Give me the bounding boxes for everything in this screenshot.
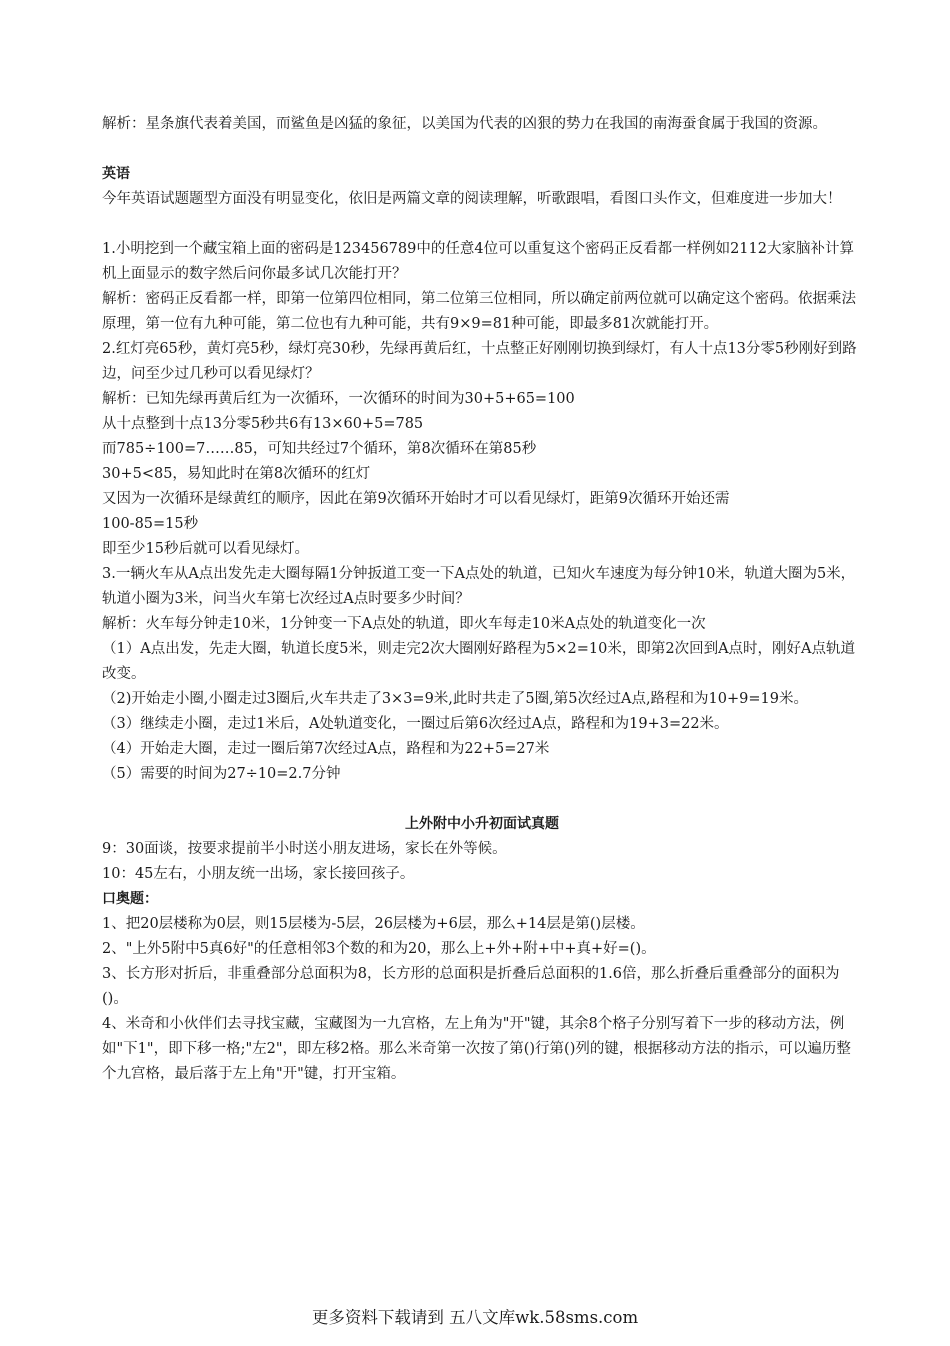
problem-line: 1.小明挖到一个藏宝箱上面的密码是123456789中的任意4位可以重复这个密码正反看都一样例如2112大家脑补计算机上面显示的数字然后问你最多试几次能打开？ (102, 241, 854, 282)
problem-line: 解析：已知先绿再黄后红为一次循环，一次循环的时间为30+5+65=100 (102, 391, 575, 407)
interview-title: 上外附中小升初面试真题 (405, 816, 559, 832)
intro-analysis: 解析：星条旗代表着美国，而鲨鱼是凶猛的象征，以美国为代表的凶狠的势力在我国的南海蚕食属于我国的资源。 (102, 116, 827, 132)
oral-question: 1、把20层楼称为0层，则15层楼为-5层，26层楼为+6层，那么+14层是第()层楼。 (102, 916, 645, 932)
schedule-line: 9：30面谈，按要求提前半小时送小朋友进场，家长在外等候。 (102, 841, 507, 857)
problem-line: 即至少15秒后就可以看见绿灯。 (102, 541, 309, 557)
problem-line: 3.一辆火车从A点出发先走大圈每隔1分钟扳道工变一下A点处的轨道，已知火车速度为每分钟10米，轨道大圈为5米，轨道小圈为3米，问当火车第七次经过A点时要多少时间？ (102, 566, 856, 607)
oral-question: 2、"上外5附中5真6好"的任意相邻3个数的和为20，那么上+外+附+中+真+好=()。 (102, 941, 656, 957)
problem-line: （4）开始走大圈，走过一圈后第7次经过A点，路程和为22+5=27米 (102, 741, 550, 757)
problem-line: 30+5<85，易知此时在第8次循环的红灯 (102, 466, 371, 482)
problem-line: （2)开始走小圈,小圈走过3圈后,火车共走了3×3=9米,此时共走了5圈,第5次经过A点,路程和为10+9=19米。 (102, 691, 808, 707)
oral-heading: 口奥题： (102, 891, 158, 907)
problem-line: 解析：火车每分钟走10米，1分钟变一下A点处的轨道，即火车每走10米A点处的轨道变化一次 (102, 616, 706, 632)
document-body (102, 112, 862, 1087)
schedule-line: 10：45左右，小朋友统一出场，家长接回孩子。 (102, 866, 415, 882)
problem-line: 从十点整到十点13分零5秒共6有13×60+5=785 (102, 416, 424, 432)
problem-line: 又因为一次循环是绿黄红的顺序，因此在第9次循环开始时才可以看见绿灯，距第9次循环开始还需 (102, 491, 730, 507)
english-heading: 英语 (102, 166, 130, 182)
problem-line: （1）A点出发，先走大圈，轨道长度5米，则走完2次大圈刚好路程为5×2=10米，即第2次回到A点时，刚好A点轨道改变。 (102, 641, 856, 682)
problem-line: 而785÷100=7……85，可知共经过7个循环，第8次循环在第85秒 (102, 441, 537, 457)
footer-download-link[interactable]: 更多资料下载请到 五八文库wk.58sms.com (311, 1308, 639, 1327)
english-summary: 今年英语试题题型方面没有明显变化，依旧是两篇文章的阅读理解，听歌跟唱，看图口头作文，但难度进一步加大！ (102, 191, 842, 207)
problem-line: 2.红灯亮65秒，黄灯亮5秒，绿灯亮30秒，先绿再黄后红，十点整正好刚刚切换到绿灯，有人十点13分零5秒刚好到路边，问至少过几秒可以看见绿灯？ (102, 341, 857, 382)
problem-list (102, 237, 862, 787)
problem-line: 解析：密码正反看都一样，即第一位第四位相同，第二位第三位相同，所以确定前两位就可以确定这个密码。依据乘法原理，第一位有九种可能，第二位也有九种可能，共有9×9=81种可能，即最多81次就能打开。 (102, 291, 856, 332)
problem-line: 100-85=15秒 (102, 516, 199, 532)
problem-line: （5）需要的时间为27÷10=2.7分钟 (102, 766, 341, 782)
problem-line: （3）继续走小圈，走过1米后，A处轨道变化，一圈过后第6次经过A点，路程和为19+3=22米。 (102, 716, 729, 732)
oral-question: 4、米奇和小伙伴们去寻找宝藏，宝藏图为一九宫格，左上角为"开"键，其余8个格子分别写着下一步的移动方法，例如"下1"，即下移一格;"左2"，即左移2格。那么米奇第一次按了第()行第()列的键，根据移动方法的指示，可以遍历整个九宫格，最后落于左上角"开"键，打开宝箱。 (102, 1016, 851, 1082)
oral-question: 3、长方形对折后，非重叠部分总面积为8，长方形的总面积是折叠后总面积的1.6倍，那么折叠后重叠部分的面积为()。 (102, 966, 840, 1007)
